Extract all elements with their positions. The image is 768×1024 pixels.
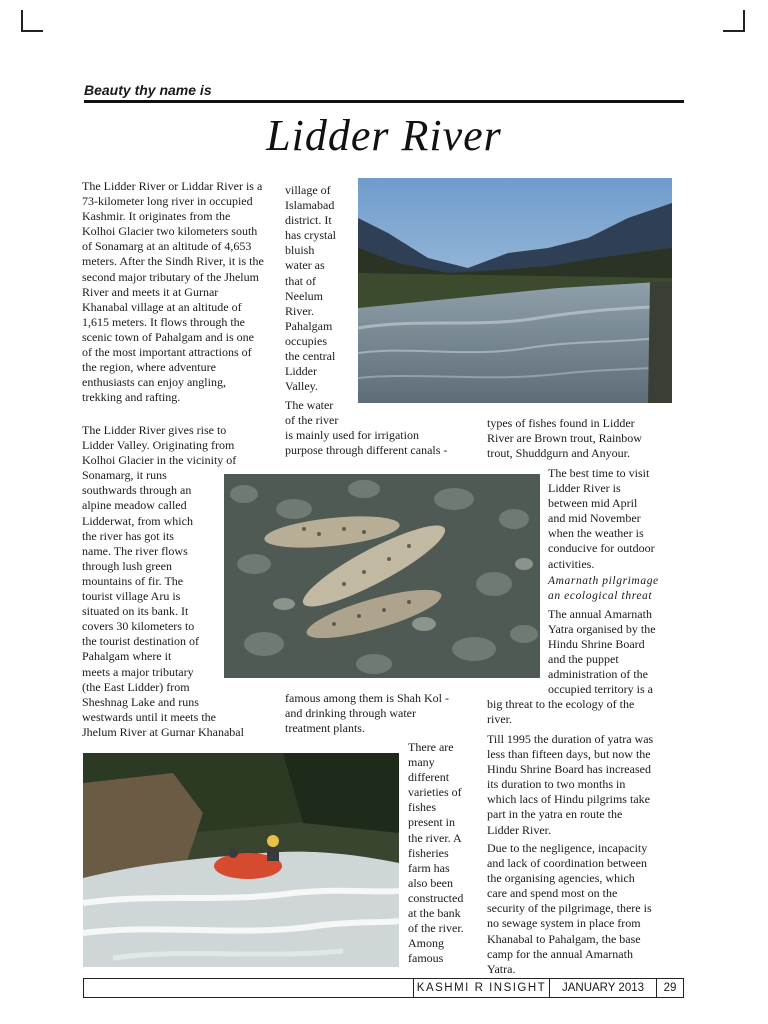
trout-photo xyxy=(224,474,540,678)
yatra-duration-text: Till 1995 the duration of yatra was less than fifteen days, but now the Hindu Shrine Board has increased its duration to two months in which lacs of Hindu pilgrims take part in the yatra en route the Lidder River. xyxy=(487,732,654,837)
water-usage-text: The water of the river is mainly used for irrigation purpose through different canals - xyxy=(285,398,448,458)
footer-spacer-box xyxy=(83,978,414,998)
crop-mark-top-left-vertical xyxy=(21,10,23,32)
footer-issue: JANUARY 2013 xyxy=(549,978,657,998)
intro-paragraph: The Lidder River or Liddar River is a 73-kilometer long river in occupied Kashmir. It originates from the Kolhoi Glacier two kilometers south of Sonamarg at an altitude of 4,653 meters. After the Sindh River, it is the second major tributary of the Jhelum River and meets it at Gurnar Khanabal village at an altitude of 1,615 meters. It flows through the scenic town of Pahalgam and is one of the most important attractions of the region, where adventure enthusiasts can enjoy angling, trekking and rafting. xyxy=(82,179,264,405)
article-title: Lidder River xyxy=(266,111,502,160)
famous-canal-text: famous among them is Shah Kol - and drinking through water treatment plants. xyxy=(285,691,449,736)
negligence-text: Due to the negligence, incapacity and lack of coordination between the organising agencies, which care and spend most on the security of the pilgrimage, there is no sewage system in place from Khanabal to Pahalgam, the base camp for the annual Amarnath Yatra. xyxy=(487,841,652,976)
section-kicker: Beauty thy name is xyxy=(84,82,212,98)
pilgrimage-subhead: Amarnath pilgrimage an ecological threat xyxy=(548,575,659,602)
fish-varieties-text: There are many different varieties of fishes present in the river. A fisheries farm has also been constructed at the bank of the river. Among famous xyxy=(408,740,464,966)
footer-page-number: 29 xyxy=(656,978,684,998)
valley-paragraph: The Lidder River gives rise to Lidder Valley. Originating from Kolhoi Glacier in the vicinity of Sonamarg, it runs southwards through an alpine meadow called Lidderwat, from which the river has got its name. The river flows through lush green mountains of fir. The tourist village Aru is situated on its bank. It covers 30 kilometers to the tourist destination of Pahalgam where it meets a major tributary (the East Lidder) from Sheshnag Lake and runs westwards until it meets the Jhelum River at Gurnar Khanabal xyxy=(82,423,244,739)
fish-types-text: types of fishes found in Lidder River are Brown trout, Rainbow trout, Shuddgurn and Anyour. xyxy=(487,416,642,461)
ecology-threat-text: big threat to the ecology of the river. xyxy=(487,697,635,727)
footer-publication: KASHMI R INSIGHT xyxy=(413,978,550,998)
best-time-text: The best time to visit Lidder River is between mid April and mid November when the weather is conducive for outdoor activities. xyxy=(548,466,655,571)
crop-mark-top-left-horizontal xyxy=(21,30,43,32)
village-text: village of Islamabad district. It has crystal bluish water as that of Neelum River. Pahalgam occupies the central Lidder Valley. xyxy=(285,183,336,394)
yatra-text: The annual Amarnath Yatra organised by the Hindu Shrine Board and the puppet administration of the occupied territory is a xyxy=(548,607,656,697)
rafting-photo xyxy=(83,753,399,967)
crop-mark-top-right-vertical xyxy=(743,10,745,32)
header-rule xyxy=(84,100,684,103)
crop-mark-top-right-horizontal xyxy=(723,30,745,32)
river-photo xyxy=(358,178,672,403)
